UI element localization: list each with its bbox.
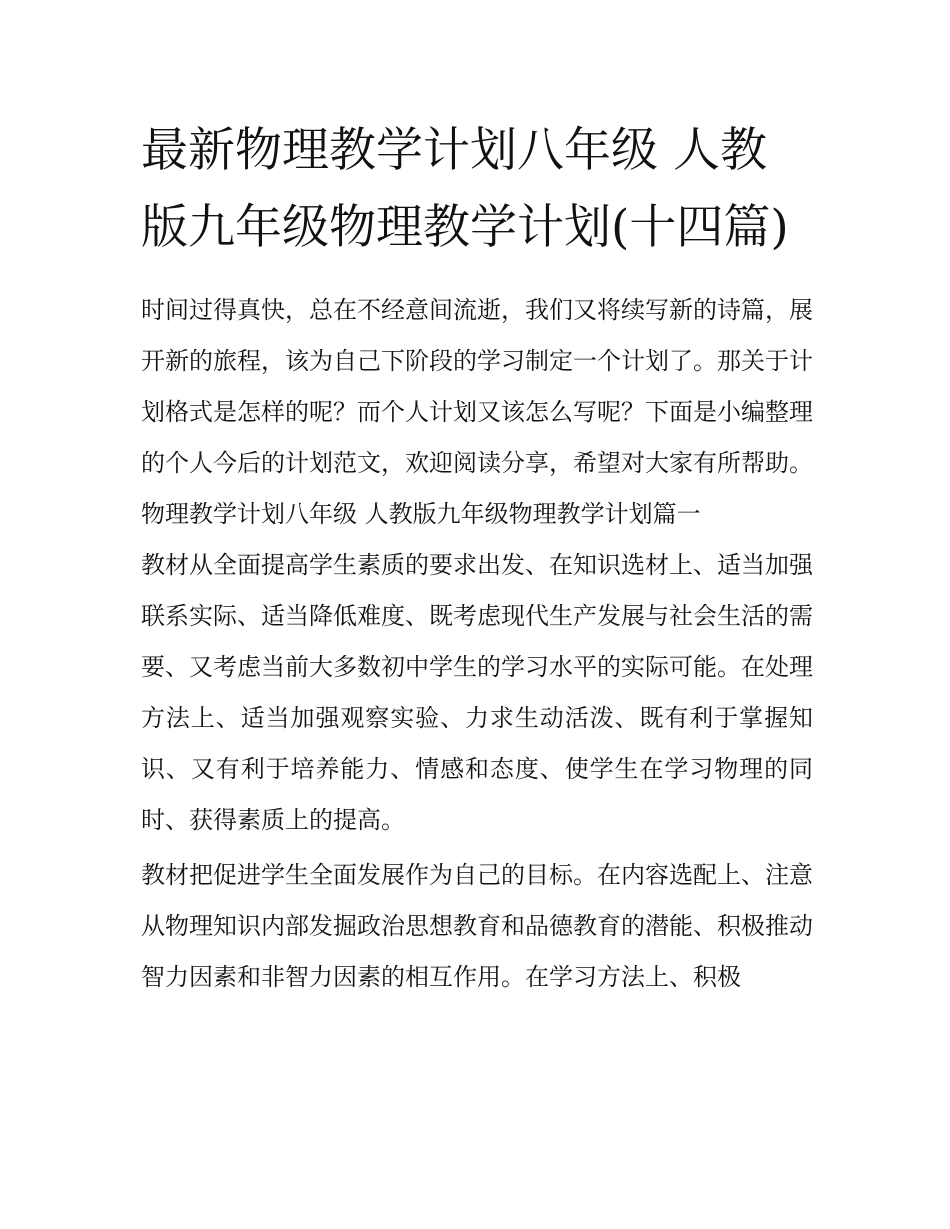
body-paragraph-1: 教材从全面提高学生素质的要求出发、在知识选材上、适当加强联系实际、适当降低难度、既考虑现代生产发展与社会生活的需要、又考虑当前大多数初中学生的学习水平的实际可能。在处理方法上、适当加强观察实验、力求生动活泼、既有利于掌握知识、又有利于培养能力、情感和态度、使学生在学习物理的同时、获得素质上的提高。 [141,551,813,834]
section-heading: 物理教学计划八年级 人教版九年级物理教学计划篇一 [141,500,701,528]
body-paragraph-2: 教材把促进学生全面发展作为自己的目标。在内容选配上、注意从物理知识内部发掘政治思想教育和品德教育的潜能、积极推动智力因素和非智力因素的相互作用。在学习方法上、积极 [141,861,813,991]
intro-paragraph: 时间过得真快，总在不经意间流逝，我们又将续写新的诗篇，展开新的旅程，该为自己下阶段的学习制定一个计划了。那关于计划格式是怎样的呢？而个人计划又该怎么写呢？下面是小编整理的个人今后的计划范文，欢迎阅读分享，希望对大家有所帮助。 [141,296,813,477]
document-content [141,112,813,1003]
document-title: 最新物理教学计划八年级 人教版九年级物理教学计划(十四篇) [141,123,789,255]
